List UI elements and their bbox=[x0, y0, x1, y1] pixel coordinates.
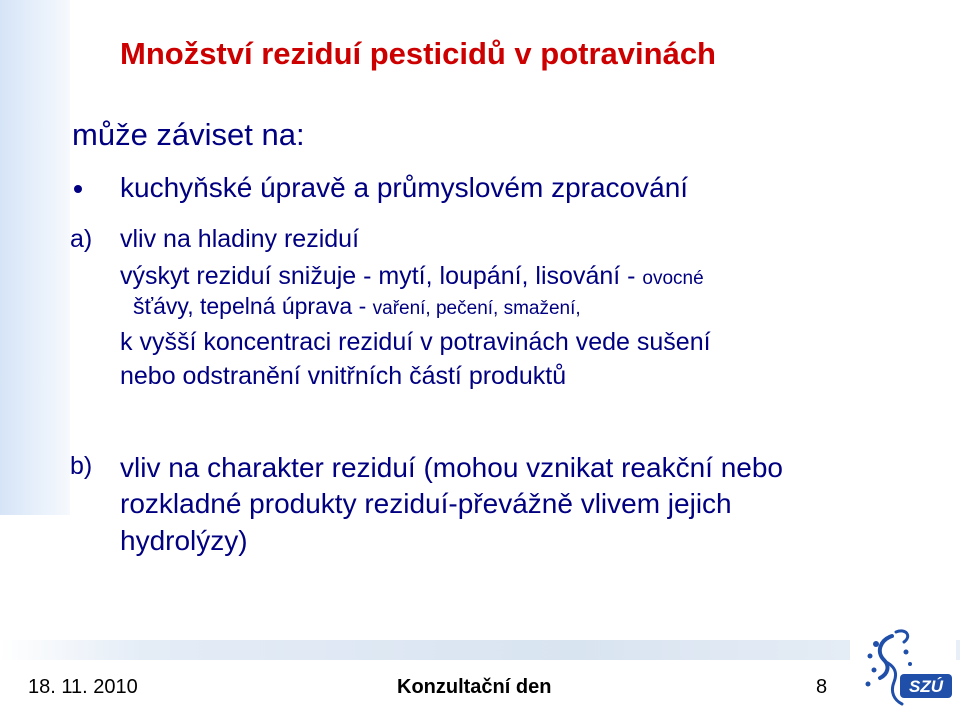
footer-date: 18. 11. 2010 bbox=[28, 676, 138, 698]
section-a-line-3-small-end: vaření, pečení, smažení, bbox=[372, 298, 581, 319]
section-a-line-1: vliv na hladiny reziduí bbox=[120, 225, 360, 253]
section-a-line-3 bbox=[133, 293, 581, 320]
list-marker-b: b) bbox=[70, 452, 93, 480]
section-a-line-4: k vyšší koncentraci reziduí v potravinách vede sušení bbox=[120, 328, 711, 356]
section-b-line-1: vliv na charakter reziduí (mohou vznikat reakční nebo bbox=[120, 452, 783, 483]
section-a-line-5: nebo odstranění vnitřních částí produktů bbox=[120, 362, 567, 390]
footer-title: Konzultační den bbox=[397, 676, 552, 698]
bullet-item: kuchyňské úpravě a průmyslovém zpracování bbox=[120, 172, 689, 203]
section-a-line-3-small-start: šťávy, bbox=[133, 293, 200, 319]
list-marker-a: a) bbox=[70, 225, 93, 253]
page-number: 8 bbox=[816, 676, 828, 698]
intro-text: může záviset na: bbox=[72, 117, 305, 152]
section-b-line-3: hydrolýzy) bbox=[120, 525, 248, 556]
slide-title: Množství reziduí pesticidů v potravinách bbox=[120, 36, 716, 71]
section-a-line-2 bbox=[120, 262, 704, 291]
section-a-line-3-main: tepelná úprava - bbox=[200, 293, 373, 319]
szu-logo-icon bbox=[850, 622, 956, 714]
logo-text: SZÚ bbox=[909, 677, 943, 696]
left-accent-bar bbox=[0, 0, 70, 515]
footer-band bbox=[0, 640, 960, 660]
bullet-dot-icon bbox=[74, 185, 82, 193]
section-a-line-2-main: výskyt reziduí snižuje - mytí, loupání, lisování - bbox=[120, 262, 643, 290]
section-b-line-2: rozkladné produkty reziduí-převážně vlivem jejich bbox=[120, 488, 732, 519]
section-a-line-2-small: ovocné bbox=[642, 268, 704, 289]
